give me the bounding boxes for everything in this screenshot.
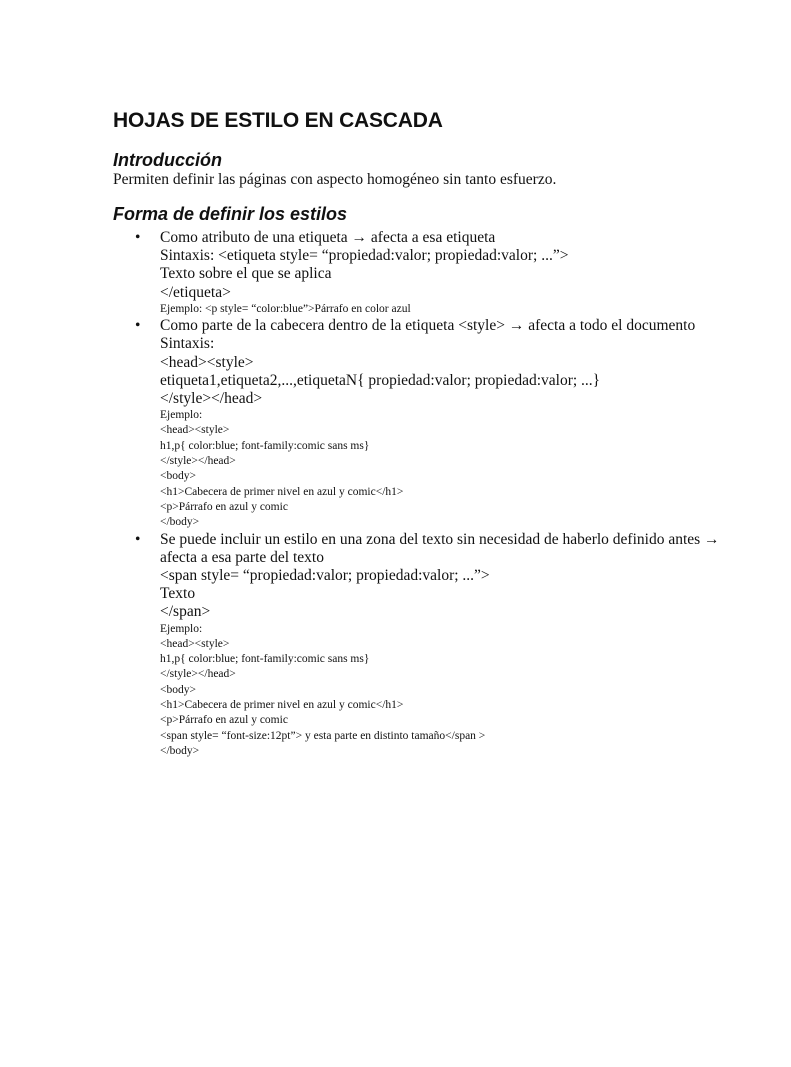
list-item <box>113 317 723 530</box>
item-intro: Se puede incluir un estilo en una zona del texto sin necesidad de haberlo definido antes → afecta a esa parte del texto <box>160 530 720 566</box>
example-line: Ejemplo: <box>160 409 203 422</box>
example-line: <body> <box>160 683 196 696</box>
example-line: </style></head> <box>160 455 236 468</box>
syntax-line: etiqueta1,etiqueta2,...,etiquetaN{ propiedad:valor; propiedad:valor; ...} <box>160 371 601 389</box>
example-line: <h1>Cabecera de primer nivel en azul y comic</h1> <box>160 485 404 498</box>
list-item <box>113 229 723 317</box>
example-line: <p>Párrafo en azul y comic <box>160 500 288 513</box>
example-line: Ejemplo: <box>160 622 203 635</box>
section-heading-introduccion: Introducción <box>113 150 222 170</box>
item-intro: Como atributo de una etiqueta → afecta a esa etiqueta <box>160 229 496 246</box>
syntax-line: Texto sobre el que se aplica <box>160 265 332 283</box>
item-intro: Como parte de la cabecera dentro de la etiqueta <style> → afecta a todo el documento <box>160 317 696 335</box>
example-line: </body> <box>160 516 200 529</box>
document-page <box>113 108 723 759</box>
syntax-line: <head><style> <box>160 353 254 371</box>
intro-paragraph: Permiten definir las páginas con aspecto homogéneo sin tanto esfuerzo. <box>113 171 557 188</box>
syntax-line: Texto <box>160 585 196 603</box>
example-line: </style></head> <box>160 668 236 681</box>
bullet-glyph: • <box>135 317 141 335</box>
bullet-glyph: • <box>135 229 141 246</box>
syntax-line: <span style= “propiedad:valor; propiedad:valor; ...”> <box>160 566 490 584</box>
list-item <box>113 531 723 760</box>
example-line: <head><style> <box>160 637 230 650</box>
example-line: <head><style> <box>160 424 230 437</box>
example-line: <h1>Cabecera de primer nivel en azul y comic</h1> <box>160 699 404 711</box>
example-line: <p>Párrafo en azul y comic <box>160 714 288 727</box>
syntax-line: </etiqueta> <box>160 283 231 301</box>
example-line: <body> <box>160 470 196 483</box>
section-heading-forma: Forma de definir los estilos <box>113 204 348 224</box>
example-line: h1,p{ color:blue; font-family:comic sans ms} <box>160 653 370 666</box>
syntax-line: </span> <box>160 603 211 621</box>
page-title: HOJAS DE ESTILO EN CASCADA <box>113 109 443 132</box>
styles-bullet-list <box>113 229 723 759</box>
example-line: </body> <box>160 744 200 757</box>
example-line: h1,p{ color:blue; font-family:comic sans ms} <box>160 439 370 452</box>
syntax-line: Sintaxis: <etiqueta style= “propiedad:valor; propiedad:valor; ...”> <box>160 247 569 265</box>
syntax-line: </style></head> <box>160 389 263 407</box>
syntax-line: Sintaxis: <box>160 335 215 353</box>
example-line: <span style= “font-size:12pt”> y esta parte en distinto tamaño</span > <box>160 729 486 742</box>
example-line: Ejemplo: <p style= “color:blue”>Párrafo en color azul <box>160 302 411 315</box>
bullet-glyph: • <box>135 530 141 548</box>
